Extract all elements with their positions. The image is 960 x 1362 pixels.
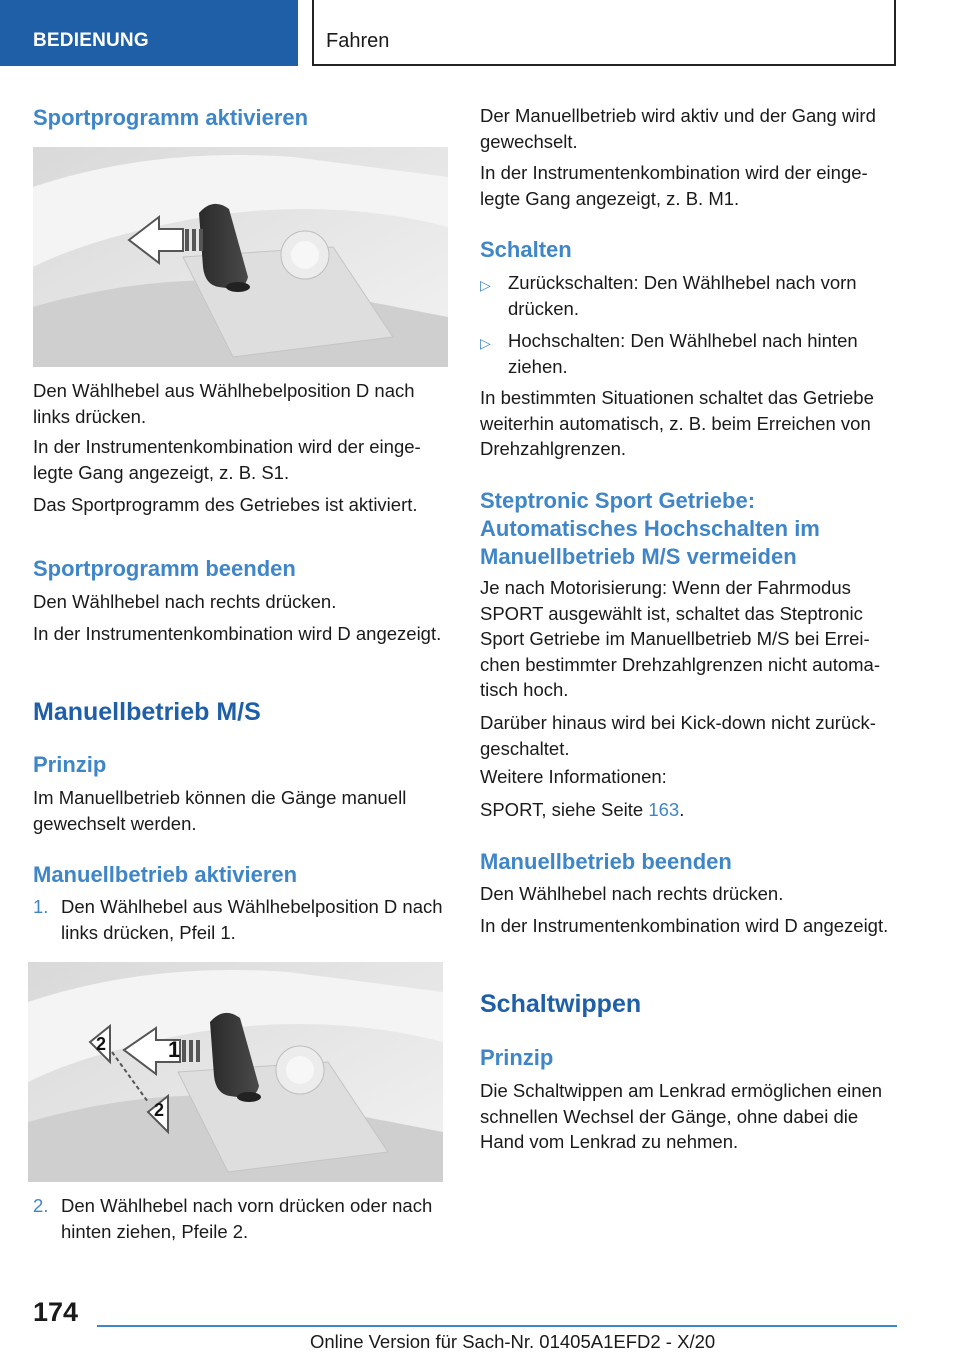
page-link[interactable]: 163 <box>648 799 680 820</box>
reference-text: SPORT, siehe Seite <box>480 799 649 820</box>
paragraph: Das Sportprogramm des Getriebes ist aktiviert. <box>33 494 418 515</box>
step-text: Den Wählhebel aus Wählhebelposition D nach links drücken, Pfeil 1. <box>61 896 443 943</box>
heading-sport-activate: Sportprogramm aktivieren <box>33 105 309 130</box>
paragraph: Den Wählhebel nach rechts drücken. <box>33 591 337 612</box>
arrow-label-2-bottom: 2 <box>154 1100 165 1120</box>
arrow-label-1: 1 <box>168 1037 181 1062</box>
heading-manual-mode: Manuellbetrieb M/S <box>33 698 261 726</box>
heading-steptronic: Steptronic Sport Getriebe: Automatisches Hochschalten im Manuellbetrieb M/S vermeiden <box>480 488 820 569</box>
step-text: Den Wählhebel nach vorn drücken oder nach hinten ziehen, Pfeile 2. <box>61 1195 433 1242</box>
heading-paddles: Schaltwippen <box>480 990 642 1018</box>
bullet-text: Hochschalten: Den Wählhebel nach hinten ziehen. <box>508 330 858 377</box>
paragraph: Der Manuellbetrieb wird aktiv und der Gang wird gewechselt. <box>480 105 876 152</box>
paragraph: Die Schaltwippen am Lenkrad ermöglichen einen schnellen Wechsel der Gänge, ohne dabei die Hand vom Lenkrad zu nehmen. <box>480 1080 883 1152</box>
arrow-label-2-top: 2 <box>96 1034 107 1054</box>
paragraph: In der Instrumentenkombination wird der eingelegte Gang angezeigt, z. B. S1. <box>33 436 421 483</box>
paragraph: Darüber hinaus wird bei Kick-down nicht zurückgeschaltet. <box>480 712 876 759</box>
paragraph: Den Wählhebel aus Wählhebelposition D nach links drücken. <box>33 380 415 427</box>
heading-sport-end: Sportprogramm beenden <box>33 556 296 581</box>
footer-text: Online Version für Sach-Nr. 01405A1EFD2 - X/20 <box>310 1331 716 1352</box>
gear-selector-image-arrows-1-2 <box>28 962 443 1182</box>
paragraph: Weitere Informationen: <box>480 766 667 787</box>
chapter-title: Fahren <box>312 0 896 66</box>
step-number: 2. <box>33 1195 49 1216</box>
heading-shift: Schalten <box>480 237 572 262</box>
list-item-upshift <box>480 328 900 379</box>
paragraph: In der Instrumentenkombination wird der eingelegte Gang angezeigt, z. B. M1. <box>480 162 868 209</box>
list-item-step-2 <box>33 1193 448 1244</box>
paragraph: In der Instrumentenkombination wird D angezeigt. <box>33 623 442 644</box>
page-number: 174 <box>33 1297 79 1327</box>
heading-principle: Prinzip <box>33 752 107 777</box>
heading-principle: Prinzip <box>480 1045 554 1070</box>
step-number: 1. <box>33 896 49 917</box>
reference-end: . <box>679 799 685 820</box>
paragraph: In der Instrumentenkombination wird D angezeigt. <box>480 915 889 936</box>
list-item-step-1 <box>33 894 448 945</box>
paragraph: Im Manuellbetrieb können die Gänge manuell gewechselt werden. <box>33 787 407 834</box>
cross-reference <box>480 797 900 823</box>
section-tab: BEDIENUNG <box>0 0 298 66</box>
paragraph: Den Wählhebel nach rechts drücken. <box>480 883 784 904</box>
heading-manual-activate: Manuellbetrieb aktivieren <box>33 862 298 887</box>
list-item-downshift <box>480 270 900 321</box>
gear-selector-image-left-arrow <box>33 147 448 367</box>
bullet-text: Zurückschalten: Den Wählhebel nach vorn drücken. <box>508 272 857 319</box>
bullet-triangle-icon: ▷ <box>480 335 491 351</box>
bullet-triangle-icon: ▷ <box>480 277 491 293</box>
paragraph: Je nach Motorisierung: Wenn der Fahrmodus SPORT ausgewählt ist, schaltet das Steptronic Sport Getriebe im Manuellbetrieb M/S bei Erreichen bestimmter Drehzahlgrenzen nicht automatisch hoch. <box>480 577 881 700</box>
heading-manual-end: Manuellbetrieb beenden <box>480 849 732 874</box>
paragraph: In bestimmten Situationen schaltet das Getriebe weiterhin automatisch, z. B. beim Erreichen von Drehzahlgrenzen. <box>480 387 874 459</box>
footer-divider <box>97 1325 897 1327</box>
